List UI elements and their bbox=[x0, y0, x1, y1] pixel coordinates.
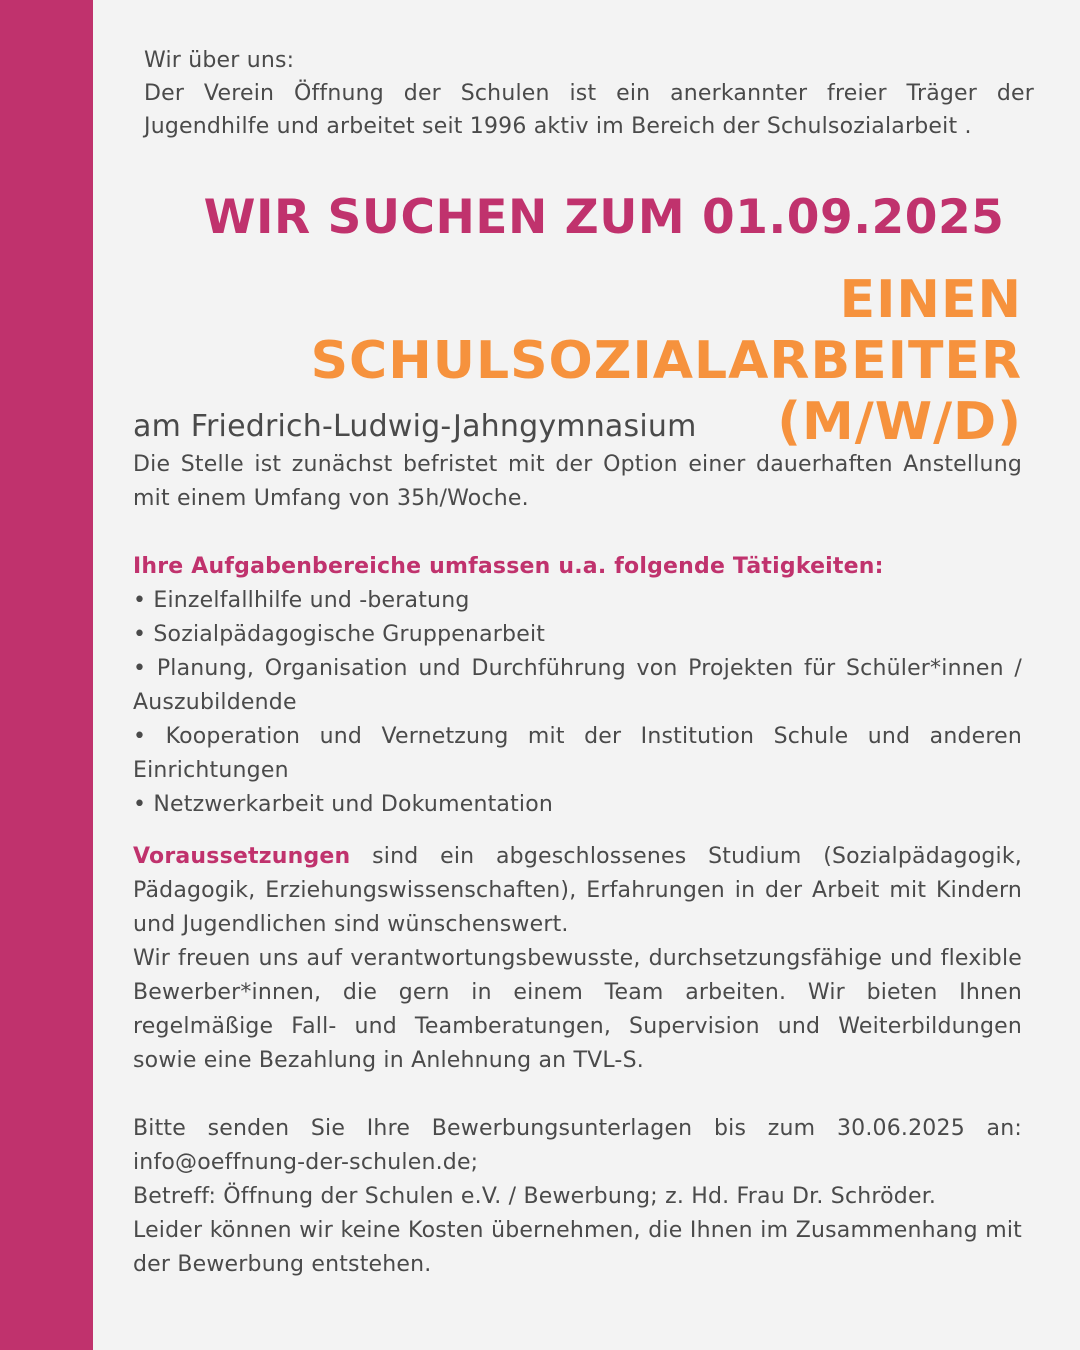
list-item: • Sozialpädagogische Gruppenarbeit bbox=[133, 622, 546, 647]
application-costs: Leider können wir keine Kosten übernehmen, die Ihnen im Zusammenhang mit der Bewerbung entstehen. bbox=[133, 1218, 1022, 1277]
application-send: Bitte senden Sie Ihre Bewerbungsunterlagen bis zum 30.06.2025 an: info@oeffnung-der-schulen.de; bbox=[133, 1116, 1022, 1175]
application-subject: Betreff: Öffnung der Schulen e.V. / Bewerbung; z. Hd. Frau Dr. Schröder. bbox=[133, 1184, 937, 1209]
tasks-heading: Ihre Aufgabenbereiche umfassen u.a. folgende Tätigkeiten: bbox=[133, 554, 884, 579]
position-terms: Die Stelle ist zunächst befristet mit der Option einer dauerhaften Anstellung mit einem Umfang von 35h/Woche. bbox=[133, 452, 1022, 511]
list-item: • Kooperation und Vernetzung mit der Institution Schule und anderen Einrichtungen bbox=[133, 724, 1022, 783]
headline-date: WIR SUCHEN ZUM 01.09.2025 bbox=[203, 190, 1005, 245]
requirements-paragraph bbox=[133, 840, 1022, 942]
school-name: am Friedrich-Ludwig-Jahngymnasium bbox=[133, 409, 697, 444]
about-section bbox=[144, 44, 1034, 143]
offer-paragraph: Wir freuen uns auf verantwortungsbewusste, durchsetzungsfähige und flexible Bewerber*innen, die gern in einem Team arbeiten. Wir bieten Ihnen regelmäßige Fall- und Teamberatungen, Supervision und Weiterbildungen sowie eine Bezahlung in Anlehnung an TVL-S. bbox=[133, 946, 1022, 1073]
requirements-keyword: Voraussetzungen bbox=[133, 844, 351, 869]
about-label: Wir über uns: bbox=[144, 48, 295, 73]
about-text: Der Verein Öffnung der Schulen ist ein anerkannter freier Träger der Jugendhilfe und arbeitet seit 1996 aktiv im Bereich der Schulsozialarbeit . bbox=[144, 81, 1034, 139]
list-item: • Einzelfallhilfe und -beratung bbox=[133, 588, 470, 613]
list-item: • Planung, Organisation und Durchführung von Projekten für Schüler*innen / Auszubildende bbox=[133, 656, 1022, 715]
headline-job-title: EINEN SCHULSOZIALARBEITER (M/W/D) bbox=[310, 270, 1022, 452]
tasks-list bbox=[133, 584, 1022, 822]
list-item: • Netzwerkarbeit und Dokumentation bbox=[133, 792, 554, 817]
requirements-text: sind ein abgeschlossenes Studium (Sozialpädagogik, Pädagogik, Erziehungswissenschaften), Erfahrungen in der Arbeit mit Kindern und Jugendlichen sind wünschenswert. bbox=[133, 844, 1022, 937]
main-content bbox=[133, 406, 1022, 1282]
